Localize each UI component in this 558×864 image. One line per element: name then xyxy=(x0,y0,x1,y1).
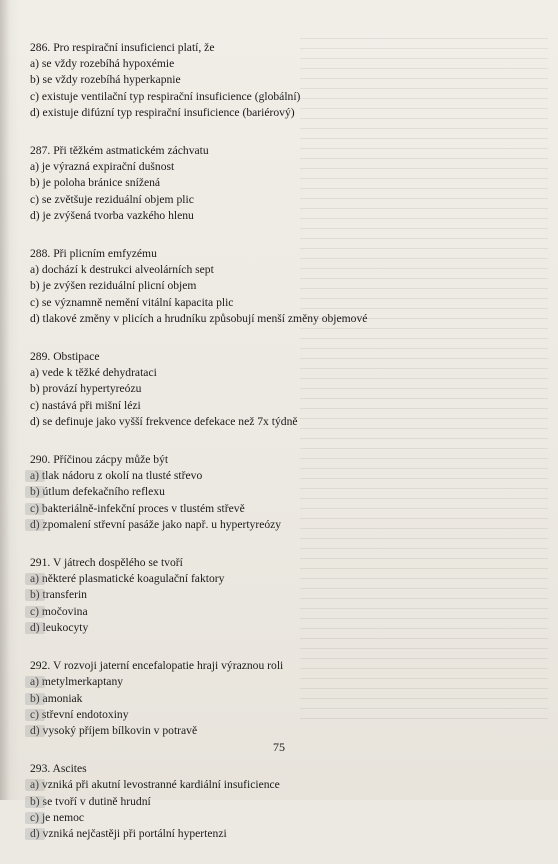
option-b xyxy=(30,794,470,810)
option-text: d) vzniká nejčastěji při portální hypertenzi xyxy=(30,826,227,840)
option-text: a) vzniká při akutní levostranné kardiální insuficience xyxy=(30,778,280,792)
question-title: 287. Při těžkém astmatickém záchvatu xyxy=(30,144,209,158)
option-text: a) vede k těžké dehydrataci xyxy=(30,366,157,380)
option-text: d) zpomalení střevní pasáže jako např. u hypertyreózy xyxy=(30,517,282,531)
option-text: a) některé plasmatické koagulační faktory xyxy=(30,572,225,586)
question-288 xyxy=(30,246,470,327)
option-b xyxy=(30,484,470,500)
option-text: b) amoniak xyxy=(30,691,83,705)
question-title: 290. Příčinou zácpy může být xyxy=(30,453,169,467)
option-text: a) tlak nádoru z okolí na tlusté střevo xyxy=(30,469,203,483)
option-text: c) je nemoc xyxy=(30,810,85,824)
question-290 xyxy=(30,452,470,533)
option-d xyxy=(30,517,470,533)
pencil-highlight xyxy=(25,503,45,515)
option-text: c) existuje ventilační typ respirační insuficience (globální) xyxy=(30,89,301,103)
option-text: a) se vždy rozebíhá hypoxémie xyxy=(30,57,175,71)
option-a xyxy=(30,674,470,690)
question-292 xyxy=(30,658,470,739)
option-text: b) je zvýšen reziduální plicní objem xyxy=(30,279,197,293)
option-text: c) bakteriálně-infekční proces v tlustém střevě xyxy=(30,501,245,515)
option-text: d) se definuje jako vyšší frekvence defekace než 7x týdně xyxy=(30,414,298,428)
question-title: 292. V rozvoji jaterní encefalopatie hraji výraznou roli xyxy=(30,659,284,673)
option-a xyxy=(30,571,470,587)
option-d xyxy=(30,826,470,842)
option-c xyxy=(30,192,470,208)
option-text: b) útlum defekačního reflexu xyxy=(30,485,165,499)
option-text: c) nastává při mišní lézi xyxy=(30,398,141,412)
option-c xyxy=(30,295,470,311)
option-text: b) se tvoří v dutině hrudní xyxy=(30,794,151,808)
option-d xyxy=(30,620,470,636)
pencil-highlight xyxy=(25,693,45,705)
option-text: b) provází hypertyreózu xyxy=(30,382,142,396)
option-c xyxy=(30,89,470,105)
option-d xyxy=(30,105,470,121)
pencil-highlight xyxy=(25,470,45,482)
pencil-highlight xyxy=(25,709,45,721)
option-b xyxy=(30,175,470,191)
option-b xyxy=(30,381,470,397)
option-c xyxy=(30,810,470,826)
question-293 xyxy=(30,761,470,842)
pencil-highlight xyxy=(25,812,45,824)
option-text: c) močovina xyxy=(30,604,88,618)
option-c xyxy=(30,707,470,723)
question-291 xyxy=(30,555,470,636)
question-title: 288. Při plicním emfyzému xyxy=(30,247,157,261)
option-text: d) leukocyty xyxy=(30,620,89,634)
pencil-highlight xyxy=(25,589,45,601)
pencil-highlight xyxy=(25,622,45,634)
option-a xyxy=(30,365,470,381)
option-text: b) transferin xyxy=(30,588,87,602)
option-d xyxy=(30,208,470,224)
option-a xyxy=(30,56,470,72)
pencil-highlight xyxy=(25,573,45,585)
option-text: a) dochází k destrukci alveolárních sept xyxy=(30,263,214,277)
pencil-highlight xyxy=(25,828,45,840)
option-text: c) se zvětšuje reziduální objem plic xyxy=(30,192,194,206)
pencil-highlight xyxy=(25,796,45,808)
option-text: d) existuje difúzní typ respirační insuficience (bariérový) xyxy=(30,105,295,119)
pencil-highlight xyxy=(25,779,45,791)
option-a xyxy=(30,468,470,484)
pencil-highlight xyxy=(25,519,45,531)
page-spine-shadow xyxy=(0,0,10,800)
option-text: a) je výrazná expirační dušnost xyxy=(30,160,175,174)
pencil-highlight xyxy=(25,486,45,498)
question-title: 286. Pro respirační insuficienci platí, že xyxy=(30,41,215,54)
page-number: 75 xyxy=(273,740,285,754)
option-d xyxy=(30,414,470,430)
question-286 xyxy=(30,40,470,121)
question-287 xyxy=(30,143,470,224)
question-title: 291. V játrech dospělého se tvoří xyxy=(30,556,183,570)
option-text: b) se vždy rozebíhá hyperkapnie xyxy=(30,73,181,87)
question-title: 289. Obstipace xyxy=(30,350,100,364)
option-a xyxy=(30,159,470,175)
question-289 xyxy=(30,349,470,430)
option-a xyxy=(30,777,470,793)
option-text: a) metylmerkaptany xyxy=(30,675,124,689)
option-d xyxy=(30,723,470,739)
option-text: d) vysoký příjem bílkovin v potravě xyxy=(30,723,198,737)
option-b xyxy=(30,587,470,603)
pencil-highlight xyxy=(25,606,45,618)
option-c xyxy=(30,398,470,414)
option-c xyxy=(30,501,470,517)
option-b xyxy=(30,72,470,88)
pencil-highlight xyxy=(25,725,45,737)
option-c xyxy=(30,604,470,620)
option-text: c) se významně nemění vitální kapacita plic xyxy=(30,295,234,309)
option-text: b) je poloha bránice snížená xyxy=(30,176,161,190)
option-d xyxy=(30,311,470,327)
option-a xyxy=(30,262,470,278)
question-title: 293. Ascites xyxy=(30,762,87,776)
option-text: c) střevní endotoxiny xyxy=(30,707,129,721)
pencil-highlight xyxy=(25,676,45,688)
option-text: d) je zvýšená tvorba vazkého hlenu xyxy=(30,208,194,222)
option-b xyxy=(30,691,470,707)
option-text: d) tlakové změny v plicích a hrudníku způsobují menší změny objemové xyxy=(30,311,368,325)
option-b xyxy=(30,278,470,294)
